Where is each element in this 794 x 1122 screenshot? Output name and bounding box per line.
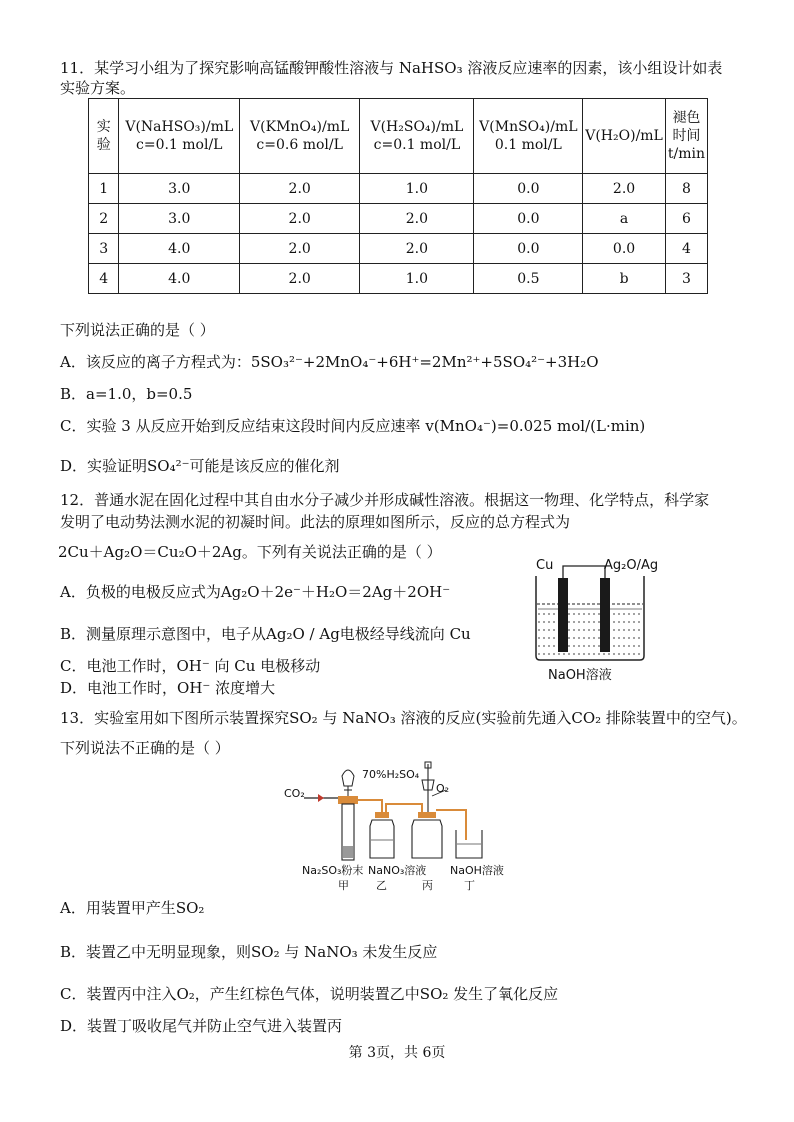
yi-label: 乙: [376, 879, 387, 892]
table-cell: 0.0: [474, 174, 583, 204]
table-cell: b: [583, 264, 666, 294]
q12-option-c: C．电池工作时，OH⁻ 向 Cu 电极移动: [60, 657, 321, 675]
table-cell: 0.0: [474, 204, 583, 234]
q11-option-d: D．实验证明SO₄²⁻可能是该反应的催化剂: [60, 457, 340, 475]
table-cell: 2.0: [240, 264, 360, 294]
jia-reagent-label: Na₂SO₃粉末: [302, 864, 364, 877]
cu-label: Cu: [536, 558, 554, 573]
table-cell: 2.0: [240, 234, 360, 264]
table-row: [89, 234, 708, 264]
acid-label: 70%H₂SO₄: [362, 768, 420, 781]
table-cell: 2.0: [240, 204, 360, 234]
table-cell: 3.0: [119, 174, 240, 204]
q13-option-b: B．装置乙中无明显现象，则SO₂ 与 NaNO₃ 未发生反应: [60, 943, 438, 961]
table-header-cell: V(MnSO₄)/mL 0.1 mol/L: [474, 99, 583, 174]
table-cell: 3: [89, 234, 119, 264]
q11-prompt: 下列说法正确的是（ ）: [60, 321, 215, 339]
q11-stem-line2: 实验方案。: [60, 79, 136, 97]
ding-label: 丁: [464, 879, 475, 892]
q11-option-b: B．a=1.0，b=0.5: [60, 385, 193, 403]
naoh-solution-label: NaOH溶液: [548, 668, 612, 683]
yi-reagent-label: NaNO₃溶液: [368, 864, 427, 877]
table-header-cell: 实验: [89, 99, 119, 174]
table-cell: 4.0: [119, 264, 240, 294]
q12-option-a: A．负极的电极反应式为Ag₂O＋2e⁻＋H₂O＝2Ag＋2OH⁻: [60, 583, 451, 601]
q13-option-c: C．装置丙中注入O₂，产生红棕色气体，说明装置乙中SO₂ 发生了氧化反应: [60, 985, 559, 1003]
q12-cell-diagram: [528, 560, 688, 685]
table-row: [89, 264, 708, 294]
ding-reagent-label: NaOH溶液: [450, 864, 504, 877]
ag2o-ag-label: Ag₂O/Ag: [604, 558, 659, 573]
table-cell: 1.0: [360, 264, 474, 294]
table-cell: 2.0: [240, 174, 360, 204]
q12-line1: 12．普通水泥在固化过程中其自由水分子减少并形成碱性溶液。根据这一物理、化学特点，科学家: [60, 491, 710, 509]
table-cell: 2.0: [360, 204, 474, 234]
table-header-cell: V(H₂SO₄)/mL c=0.1 mol/L: [360, 99, 474, 174]
table-row: [89, 174, 708, 204]
q13-apparatus-diagram: [282, 760, 512, 892]
table-cell: 0.0: [474, 234, 583, 264]
q11-stem-line1: 11．某学习小组为了探究影响高锰酸钾酸性溶液与 NaHSO₃ 溶液反应速率的因素，该小组设计如表: [60, 59, 723, 77]
table-header-cell: V(NaHSO₃)/mL c=0.1 mol/L: [119, 99, 240, 174]
table-cell: 6: [665, 204, 707, 234]
table-header-cell: V(KMnO₄)/mL c=0.6 mol/L: [240, 99, 360, 174]
table-cell: 4: [89, 264, 119, 294]
co2-label: CO₂: [284, 787, 305, 800]
q12-prompt: 。下列有关说法正确的是（ ）: [241, 543, 442, 561]
q11-experiment-table: [88, 98, 708, 294]
table-cell: a: [583, 204, 666, 234]
q12-line2: 发明了电动势法测水泥的初凝时间。此法的原理如图所示，反应的总方程式为: [60, 513, 571, 531]
table-cell: 0.0: [583, 234, 666, 264]
table-cell: 3.0: [119, 204, 240, 234]
table-cell: 0.5: [474, 264, 583, 294]
q13-line1: 13．实验室用如下图所示装置探究SO₂ 与 NaNO₃ 溶液的反应(实验前先通入CO₂ 排除装置中的空气)。: [60, 709, 747, 727]
table-header-cell: V(H₂O)/mL: [583, 99, 666, 174]
o2-label: O₂: [436, 782, 450, 795]
q12-option-d: D．电池工作时，OH⁻ 浓度增大: [60, 679, 276, 697]
q13-option-a: A．用装置甲产生SO₂: [60, 899, 205, 917]
q12-equation: 2Cu＋Ag₂O＝Cu₂O＋2Ag: [58, 543, 242, 561]
q11-option-a: A．该反应的离子方程式为：5SO₃²⁻+2MnO₄⁻+6H⁺=2Mn²⁺+5SO₄²⁻+3H₂O: [60, 353, 599, 371]
q12-option-b: B．测量原理示意图中，电子从Ag₂O / Ag电极经导线流向 Cu: [60, 625, 471, 643]
jia-label: 甲: [338, 879, 349, 892]
table-header-cell: 褪色时间 t/min: [665, 99, 707, 174]
table-cell: 1.0: [360, 174, 474, 204]
q11-option-c: C．实验 3 从反应开始到反应结束这段时间内反应速率 v(MnO₄⁻)=0.025 mol/(L·min): [60, 417, 646, 435]
table-cell: 4.0: [119, 234, 240, 264]
q12-equation-line: [58, 542, 442, 562]
bing-label: 丙: [422, 879, 433, 892]
page-footer: 第 3页，共 6页: [348, 1045, 446, 1061]
q13-prompt: 下列说法不正确的是（ ）: [60, 739, 230, 757]
table-cell: 2: [89, 204, 119, 234]
table-cell: 4: [665, 234, 707, 264]
table-cell: 8: [665, 174, 707, 204]
table-cell: 2.0: [583, 174, 666, 204]
table-row: [89, 204, 708, 234]
table-cell: 3: [665, 264, 707, 294]
q13-option-d: D．装置丁吸收尾气并防止空气进入装置丙: [60, 1017, 343, 1035]
table-header-row: [89, 99, 708, 174]
table-cell: 2.0: [360, 234, 474, 264]
table-cell: 1: [89, 174, 119, 204]
